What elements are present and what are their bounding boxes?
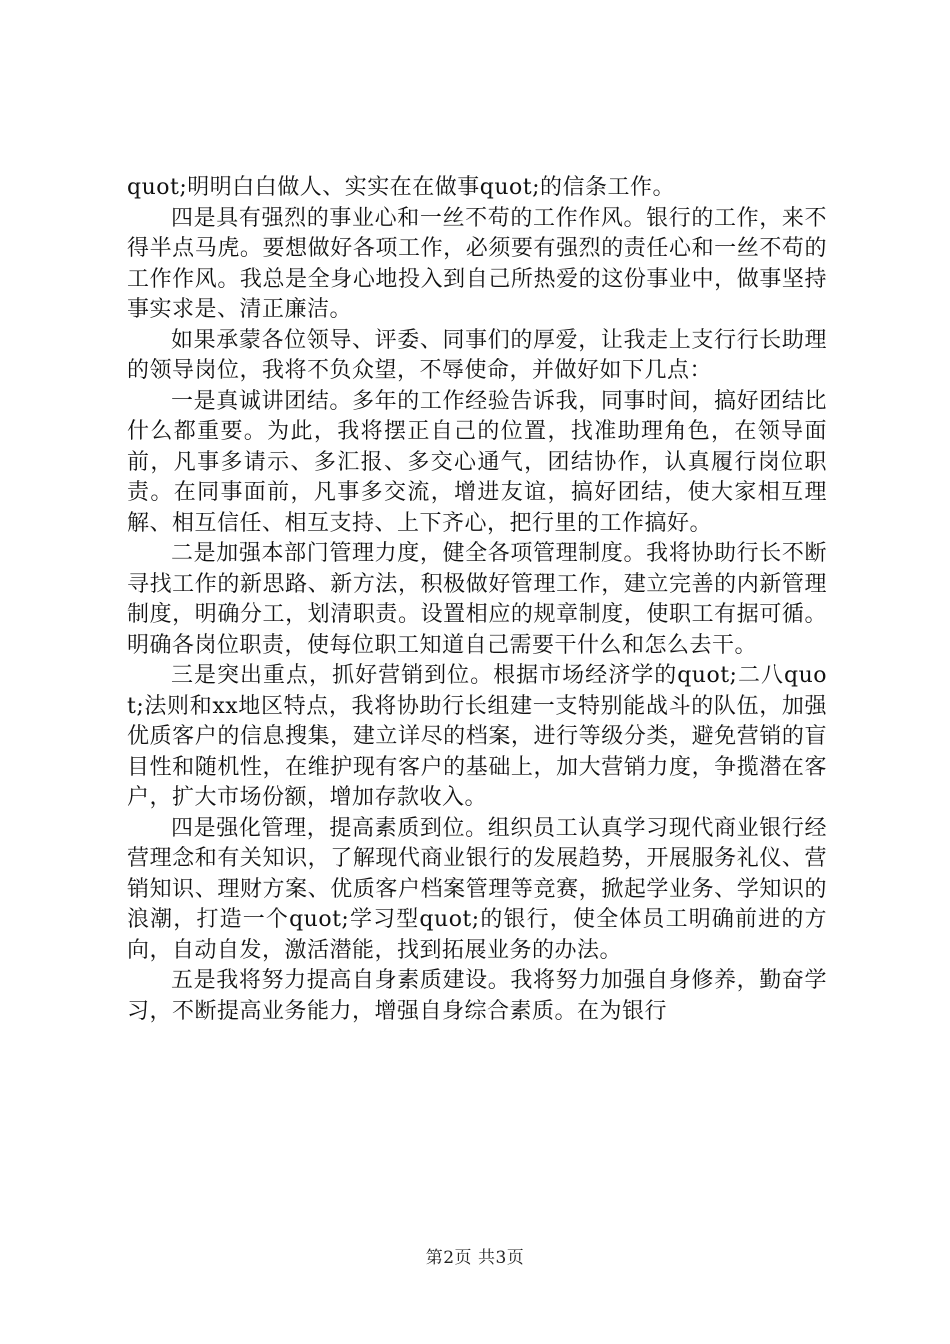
paragraph-work-style: 四是具有强烈的事业心和一丝不苟的工作作风。银行的工作，来不得半点马虎。要想做好各项工作，必须要有强烈的责任心和一丝不苟的工作作风。我总是全身心地投入到自己所热爱的这份事业中，做事坚持事实求是、清正廉洁。 bbox=[127, 205, 827, 322]
paragraph-point-management: 二是加强本部门管理力度，健全各项管理制度。我将协助行长不断寻找工作的新思路、新方法，积极做好管理工作，建立完善的内新管理制度，明确分工，划清职责。设置相应的规章制度，使职工有据可循。明确各岗位职责，使每位职工知道自己需要干什么和怎么去干。 bbox=[127, 541, 827, 658]
paragraph-point-marketing: 三是突出重点，抓好营销到位。根据市场经济学的quot;二八quot;法则和xx地区特点，我将协助行长组建一支特别能战斗的队伍，加强优质客户的信息搜集，建立详尽的档案，进行等级分类，避免营销的盲目性和随机性，在维护现有客户的基础上，加大营销力度，争揽潜在客户，扩大市场份额，增加存款收入。 bbox=[127, 663, 827, 810]
page-number-indicator: 第2页 共3页 bbox=[425, 1248, 525, 1268]
paragraph-point-unity: 一是真诚讲团结。多年的工作经验告诉我，同事时间，搞好团结比什么都重要。为此，我将摆正自己的位置，找准助理角色，在领导面前，凡事多请示、多汇报、多交心通气，团结协作，认真履行岗位职责。在同事面前，凡事多交流，增进友谊，搞好团结，使大家相互理解、相互信任、相互支持、上下齐心，把行里的工作搞好。 bbox=[127, 388, 827, 536]
paragraph-point-self-improvement: 五是我将努力提高自身素质建设。我将努力加强自身修养，勤奋学习，不断提高业务能力，增强自身综合素质。在为银行 bbox=[127, 968, 827, 1024]
page-footer bbox=[0, 1243, 950, 1268]
paragraph-continuation: quot;明明白白做人、实实在在做事quot;的信条工作。 bbox=[127, 175, 676, 200]
paragraph-intro-points: 如果承蒙各位领导、评委、同事们的厚爱，让我走上支行行长助理的领导岗位，我将不负众望，不辱使命，并做好如下几点： bbox=[127, 327, 827, 383]
paragraph-point-quality: 四是强化管理，提高素质到位。组织员工认真学习现代商业银行经营理念和有关知识，了解现代商业银行的发展趋势，开展服务礼仪、营销知识、理财方案、优质客户档案管理等竞赛，掀起学业务、学知识的浪潮，打造一个quot;学习型quot;的银行，使全体员工明确前进的方向，自动自发，激活潜能，找到拓展业务的办法。 bbox=[127, 815, 827, 963]
document-body bbox=[127, 173, 827, 1027]
